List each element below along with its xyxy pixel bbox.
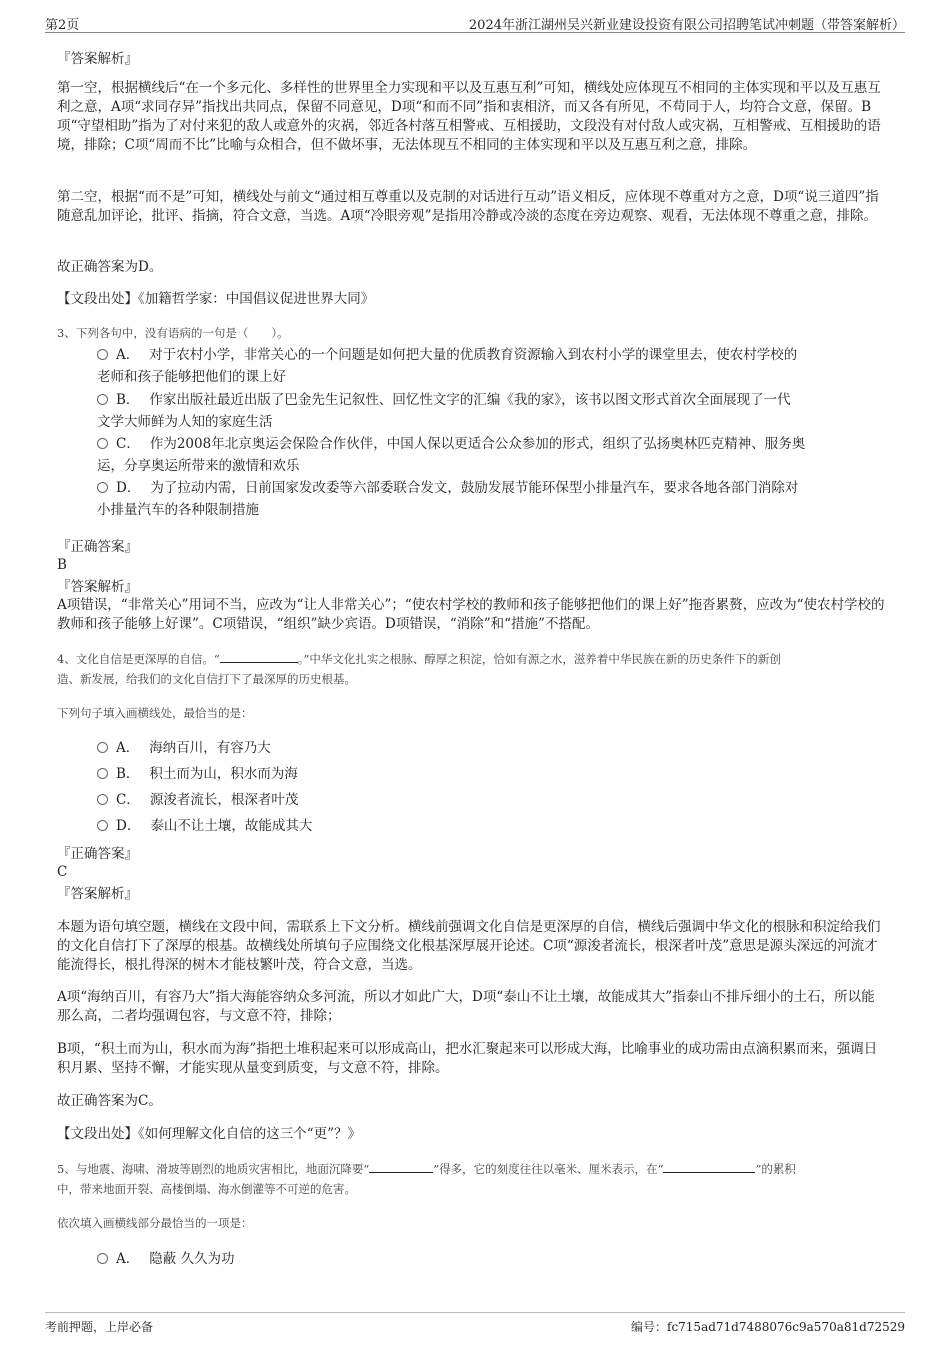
q2-conclusion: 故正确答案为D。 <box>57 259 163 275</box>
radio-icon[interactable] <box>97 794 108 805</box>
document-code: 编号：fc715ad71d7488076c9a570a81d72529 <box>631 1320 905 1334</box>
q4-analysis-para2: A项“海纳百川，有容乃大”指大海能容纳众多河流，所以才如此广大，D项“泰山不让土壤，故能成其大”指泰山不排斥细小的土石，所以能那么高，二者均强调包容，与文意不符，排除； <box>57 989 875 1024</box>
page-footer <box>45 1312 905 1334</box>
q3-option-c[interactable]: C． 作为2008年北京奥运会保险合作伙伴，中国人保以更适合公众参加的形式，组织了弘扬奥林匹克精神、服务奥 运，分享奥运所带来的激情和欢乐 <box>97 436 806 474</box>
radio-icon[interactable] <box>97 742 108 753</box>
q3-stem: 3、下列各句中，没有语病的一句是（ ）。 <box>57 326 289 340</box>
q4-analysis-para1: 本题为语句填空题，横线在文段中间，需联系上下文分析。横线前强调文化自信是更深厚的自信，横线后强调中华文化的根脉和积淀给我们的文化自信打下了深厚的根基。故横线处所填句子应围绕文化根基深厚展开论述。C项“源浚者流长，根深者叶茂”意思是源头深远的河流才能流得长，根扎得深的树木才能枝繁叶茂，符合文意，当选。 <box>57 919 881 973</box>
q4-source: 【文段出处】《如何理解文化自信的这三个“更”？》 <box>57 1126 362 1142</box>
radio-icon[interactable] <box>97 1253 108 1264</box>
page-number: 第2页 <box>45 18 80 33</box>
q4-stem: 4、文化自信是更深厚的自信。“ 。”中华文化扎实之根脉、醇厚之积淀，恰如有源之水，滋养着中华民族在新的历史条件下的新创 造、新发展，给我们的文化自信打下了最深厚的历史根基。 <box>57 652 781 686</box>
q2-analysis-label: 『答案解析』 <box>57 51 138 67</box>
q2-analysis-para1: 第一空，根据横线后“在一个多元化、多样性的世界里全力实现和平以及互惠互利”可知，横线处应体现互不相同的主体实现和平以及互惠互利之意，A项“求同存异”指找出共同点，保留不同意见，D项“和而不同”指和衷相济，而又各有所见，不苟同于人，均符合文意，保留。B项“守望相助”指为了对付来犯的敌人或意外的灾祸，邻近各村落互相警戒、互相援助，文段没有对付敌人或灾祸，互相警戒、互相援助的语境，排除；C项“周而不比”比喻与众相合，但不做坏事，无法体现互不相同的主体实现和平以及互惠互利之意，排除。 <box>57 80 881 153</box>
fill-blank <box>220 650 298 663</box>
q5-sub-question: 依次填入画横线部分最恰当的一项是： <box>57 1216 253 1230</box>
q2-source: 【文段出处】《加籍哲学家：中国倡议促进世界大同》 <box>57 291 375 307</box>
q5-option-a[interactable]: A． 隐蔽 久久为功 <box>97 1248 887 1270</box>
footer-slogan: 考前押题，上岸必备 <box>45 1320 154 1334</box>
fill-blank <box>369 1160 433 1173</box>
q5-stem: 5、与地震、海啸、滑坡等剧烈的地质灾害相比，地面沉降要“ ”得多，它的刻度往往以毫米、厘米表示，在“ ”的累积 中，带来地面开裂、高楼倒塌、海水倒灌等不可逆的危害。 <box>57 1162 796 1196</box>
q4-option-d[interactable]: D． 泰山不让土壤，故能成其大 <box>97 815 887 837</box>
q3-option-d[interactable]: D． 为了拉动内需，日前国家发改委等六部委联合发文，鼓励发展节能环保型小排量汽车，要求各地各部门消除对 小排量汽车的各种限制措施 <box>97 480 799 518</box>
fill-blank <box>663 1160 755 1173</box>
q4-answer: C <box>57 864 68 880</box>
q3-analysis-label: 『答案解析』 <box>57 579 138 595</box>
document-title: 2024年浙江湖州吴兴新业建设投资有限公司招聘笔试冲刺题（带答案解析） <box>468 18 905 33</box>
radio-icon[interactable] <box>97 482 108 493</box>
radio-icon[interactable] <box>97 394 108 405</box>
radio-icon[interactable] <box>97 820 108 831</box>
q4-analysis-label: 『答案解析』 <box>57 886 138 902</box>
q3-answer-label: 『正确答案』 <box>57 539 138 555</box>
q4-option-b[interactable]: B． 积土而为山，积水而为海 <box>97 763 887 785</box>
q3-option-b[interactable]: B． 作家出版社最近出版了巴金先生记叙性、回忆性文字的汇编《我的家》，该书以图文形式首次全面展现了一代 文学大师鲜为人知的家庭生活 <box>97 392 791 430</box>
radio-icon[interactable] <box>97 349 108 360</box>
q3-option-a[interactable]: A． 对于农村小学，非常关心的一个问题是如何把大量的优质教育资源输入到农村小学的课堂里去，使农村学校的 老师和孩子能够把他们的课上好 <box>97 347 798 385</box>
radio-icon[interactable] <box>97 438 108 449</box>
q3-answer: B <box>57 557 67 573</box>
page-header <box>45 10 905 33</box>
q4-analysis-para3: B项，“积土而为山，积水而为海”指把土堆积起来可以形成高山，把水汇聚起来可以形成大海，比喻事业的成功需由点滴积累而来，强调日积月累、坚持不懈，才能实现从量变到质变，与文意不符，排除。 <box>57 1041 878 1076</box>
q2-analysis-para2: 第二空，根据“而不是”可知，横线处与前文“通过相互尊重以及克制的对话进行互动”语义相反，应体现不尊重对方之意，D项“说三道四”指随意乱加评论，批评、指摘，符合文意，当选。A项“冷眼旁观”是指用冷静或冷淡的态度在旁边观察、观看，无法体现不尊重之意，排除。 <box>57 189 879 224</box>
q4-conclusion: 故正确答案为C。 <box>57 1093 162 1109</box>
q4-answer-label: 『正确答案』 <box>57 846 138 862</box>
q3-analysis: A项错误，“非常关心”用词不当，应改为“让人非常关心”；“使农村学校的教师和孩子能够把他们的课上好”拖沓累赘，应改为“使农村学校的教师和孩子能够上好课”。C项错误，“组织”缺少宾语。D项错误，“消除”和“措施”不搭配。 <box>57 597 885 632</box>
q4-option-a[interactable]: A． 海纳百川，有容乃大 <box>97 737 887 759</box>
q4-sub-question: 下列句子填入画横线处，最恰当的是： <box>57 706 253 720</box>
q4-option-c[interactable]: C． 源浚者流长，根深者叶茂 <box>97 789 887 811</box>
radio-icon[interactable] <box>97 768 108 779</box>
